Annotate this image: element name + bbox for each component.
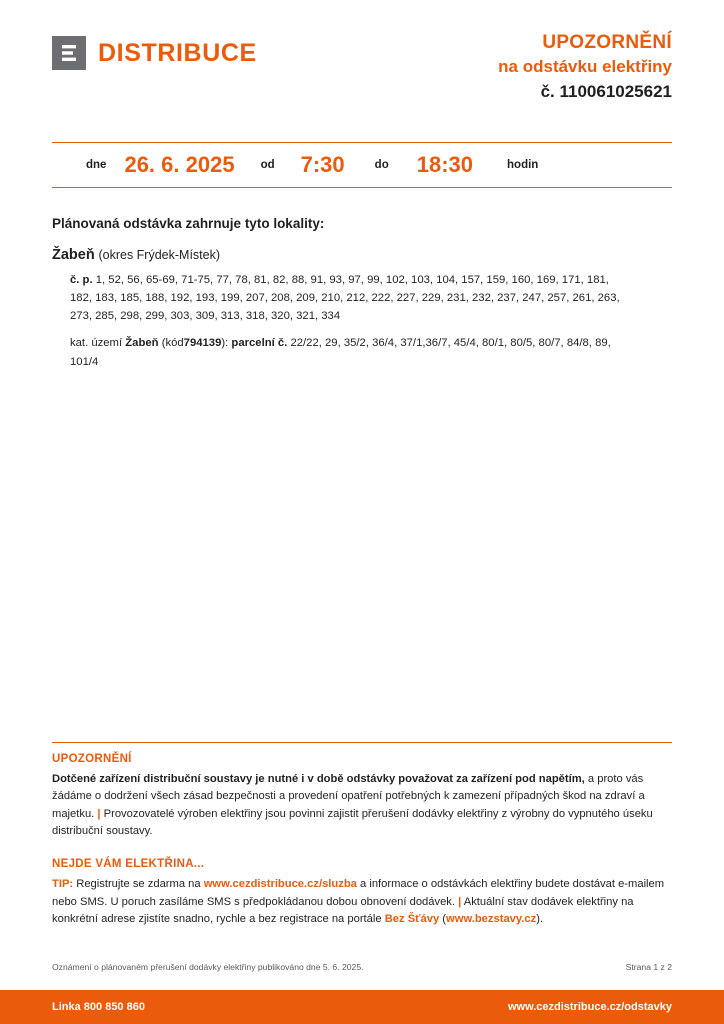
note-power-a: Registrujte se zdarma na: [73, 878, 204, 891]
link-bezstavy[interactable]: www.bezstavy.cz: [446, 913, 537, 926]
contact-phone: Linka 800 850 860: [52, 1001, 145, 1013]
cadastral-label: kat. území: [70, 337, 123, 350]
label-to: do: [374, 158, 389, 171]
locality-name: Žabeň: [52, 246, 95, 263]
publication-note: Oznámení o plánovaném přerušení dodávky elektřiny publikováno dne 5. 6. 2025.: [52, 962, 364, 972]
note-power-e: ).: [536, 913, 544, 926]
parcel-values: 22/22, 29, 35/2, 36/4, 37/1,36/7, 45/4, 80/1, 80/5, 80/7, 84/8, 89, 101/4: [70, 337, 611, 368]
notice-number: č. 110061025621: [540, 81, 672, 101]
cadastral-name: Žabeň: [125, 337, 159, 350]
link-cezdistribuce-sluzba[interactable]: www.cezdistribuce.cz/sluzba: [203, 878, 357, 891]
note-warning-tail: Provozovatelé výroben elektřiny jsou povinni zajistit přerušení dodávky elektřiny z výrobny do vypnutého úseku distribuční soustavy.: [52, 807, 653, 838]
note-power-b: a informace o odstávkách elektřiny budete dostávat e-mailem nebo SMS. U poruch zasíláme SMS s předpokládanou dobou obnovení dodávek.: [52, 878, 665, 908]
cadastral-row: [70, 334, 625, 371]
page-number: Strana 1 z 2: [625, 962, 672, 972]
outage-locality-section: [52, 216, 672, 371]
note-power-d: (: [439, 913, 447, 926]
notice-subtitle: na odstávku elektřiny: [498, 56, 672, 76]
footer-notes: [52, 742, 672, 929]
note-power-c: Aktuální stav dodávek elektřiny na konkrétní adrese zjistíte snadno, rychle a bez registrace na portále: [52, 895, 634, 926]
note-warning-bold: Dotčené zařízení distribuční soustavy je nutné i v době odstávky považovat za zařízení pod napětím,: [52, 773, 585, 785]
note-warning-body: [52, 771, 672, 840]
note-power-body: [52, 876, 672, 928]
cez-e-logo-icon: [52, 36, 86, 70]
note-warning-rest: a proto vás žádáme o dodržení všech zásad bezpečnosti a provedení opatření potřebných k zamezení případných škod na zdraví a majetku.: [52, 773, 645, 820]
locality-district: (okres Frýdek-Místek): [98, 247, 221, 262]
outage-time-from: 7:30: [300, 151, 345, 177]
cadastral-code: 794139: [183, 337, 222, 350]
note-title-power: NEJDE VÁM ELEKTŘINA...: [52, 858, 205, 871]
brand-bez-stavy: Bez Šťávy: [384, 913, 440, 926]
label-day: dne: [86, 158, 107, 171]
house-numbers-value: 1, 52, 56, 65-69, 71-75, 77, 78, 81, 82, 88, 91, 93, 97, 99, 102, 103, 104, 157, 159, 160, 169, 171, 181, 182, 183, 185, 188, 192, 193, 199, 207, 208, 209, 210, 212, 222, 227, 229, 231, 232, 237, 247, 257, 261, 263, 273, 285, 298, 299, 303, 309, 313, 318, 320, 321, 334: [70, 273, 620, 323]
document-meta: [52, 962, 672, 972]
note-block-power: [52, 858, 672, 928]
lead-text: Plánovaná odstávka zahrnuje tyto lokality:: [52, 215, 325, 231]
outage-datetime-bar: [52, 142, 672, 188]
outage-date: 26. 6. 2025: [124, 151, 235, 177]
parcel-label: parcelní č.: [231, 337, 288, 350]
brand-logo: [52, 36, 257, 70]
cadastral-code-label: (kód: [161, 337, 184, 350]
note-power-separator: |: [458, 895, 462, 908]
locality-heading: [52, 247, 672, 263]
footer-web-link[interactable]: www.cezdistribuce.cz/odstavky: [507, 1001, 672, 1013]
house-numbers-label: č. p.: [70, 273, 93, 286]
brand-name: DISTRIBUCE: [98, 38, 257, 67]
footer-bar: [0, 990, 724, 1024]
note-tip-label: TIP:: [52, 878, 74, 891]
note-warning-separator: |: [97, 807, 101, 820]
notes-divider: [52, 742, 672, 743]
label-hours: hodin: [507, 158, 539, 171]
outage-time-to: 18:30: [416, 151, 474, 177]
label-from: od: [260, 158, 275, 171]
notice-kicker: UPOZORNĚNÍ: [542, 32, 672, 53]
notice-heading: [498, 30, 672, 104]
house-numbers-row: [70, 271, 625, 326]
note-title-warning: UPOZORNĚNÍ: [52, 753, 132, 765]
document-header: [52, 0, 672, 104]
cadastral-code-suffix: ):: [221, 337, 229, 350]
